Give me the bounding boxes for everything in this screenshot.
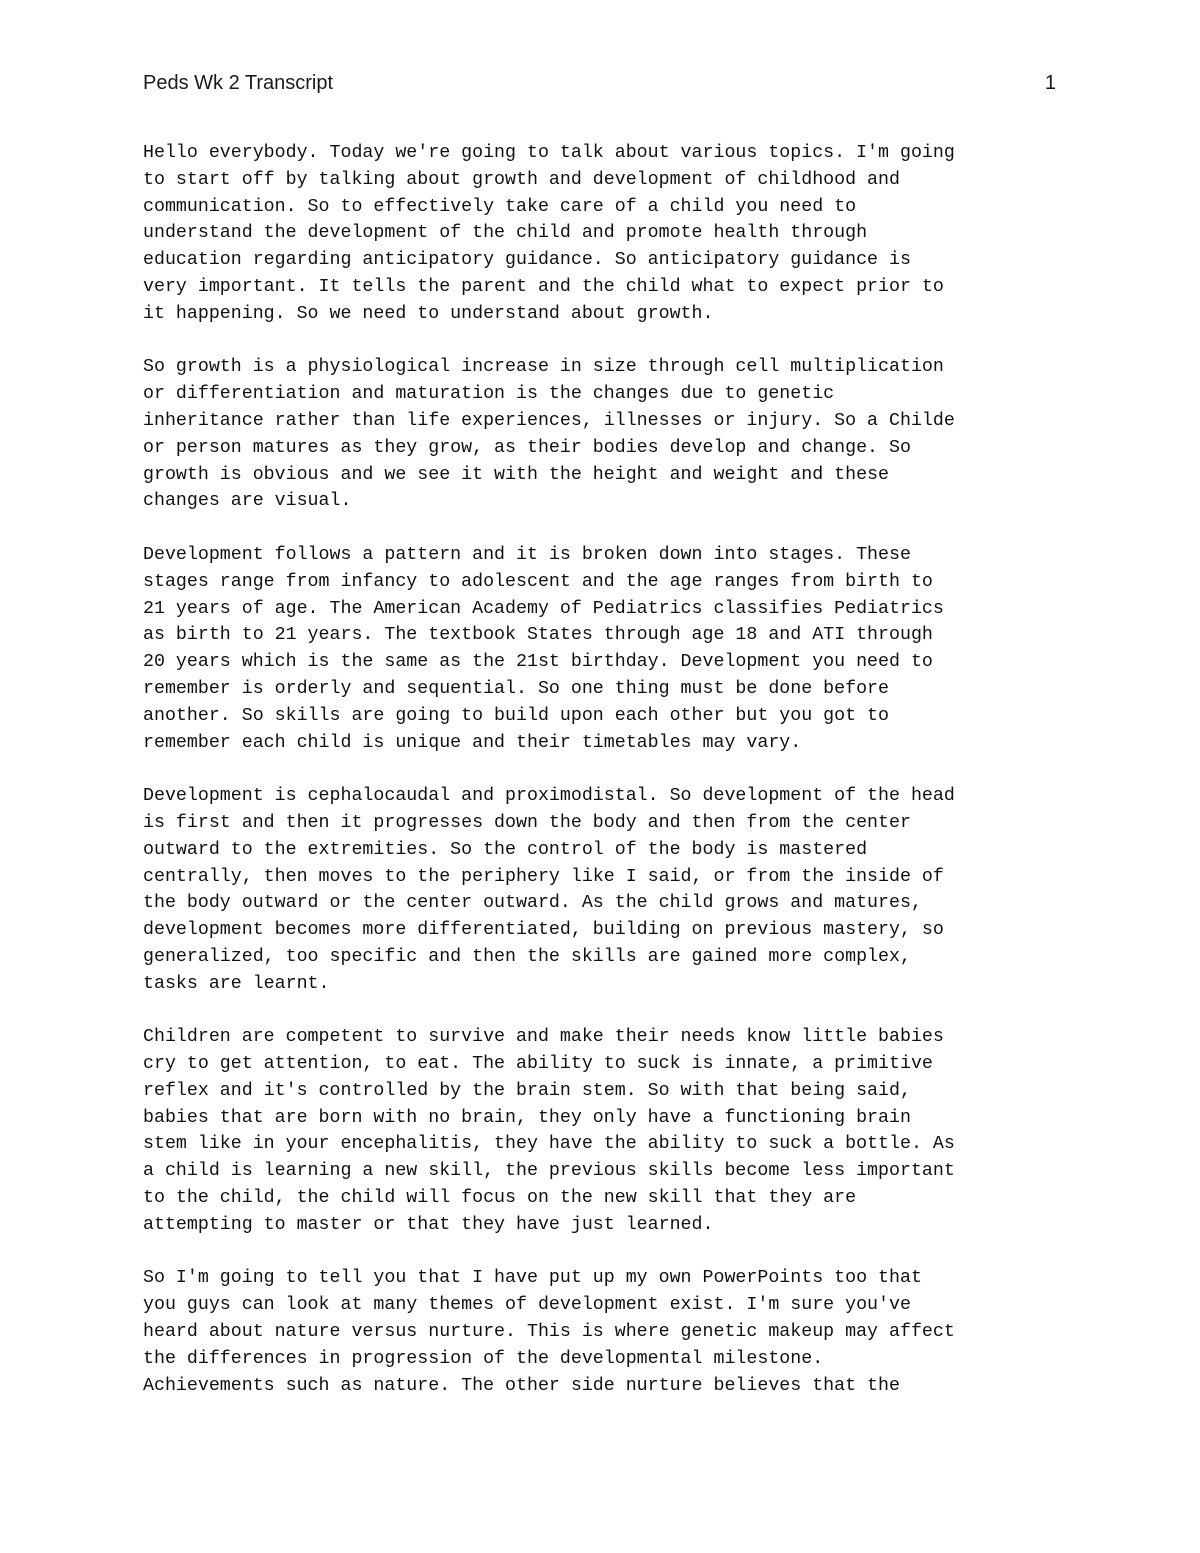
text-line: outward to the extremities. So the control of the body is mastered: [143, 839, 868, 860]
text-line: education regarding anticipatory guidance. So anticipatory guidance is: [143, 250, 911, 271]
text-line: inheritance rather than life experiences, illnesses or injury. So a Childe: [143, 410, 955, 431]
text-line: Achievements such as nature. The other side nurture believes that the: [143, 1375, 900, 1396]
text-line: Children are competent to survive and make their needs know little babies: [143, 1027, 944, 1048]
paragraph: [143, 783, 1083, 997]
page-number: 1: [1044, 72, 1056, 94]
text-line: So growth is a physiological increase in size through cell multiplication: [143, 357, 944, 378]
paragraph: [143, 542, 1083, 756]
text-line: the body outward or the center outward. As the child grows and matures,: [143, 893, 922, 914]
text-line: very important. It tells the parent and the child what to expect prior to: [143, 276, 944, 297]
text-line: cry to get attention, to eat. The ability to suck is innate, a primitive: [143, 1054, 933, 1075]
text-line: heard about nature versus nurture. This is where genetic makeup may affect: [143, 1322, 955, 1343]
text-line: development becomes more differentiated, building on previous mastery, so: [143, 920, 944, 941]
text-line: communication. So to effectively take care of a child you need to: [143, 196, 857, 217]
text-line: remember each child is unique and their timetables may vary.: [143, 732, 802, 753]
text-line: So I'm going to tell you that I have put up my own PowerPoints too that: [143, 1268, 922, 1289]
paragraph: [143, 1265, 1083, 1399]
text-line: another. So skills are going to build upon each other but you got to: [143, 705, 889, 726]
text-line: 20 years which is the same as the 21st birthday. Development you need to: [143, 652, 933, 673]
text-line: babies that are born with no brain, they only have a functioning brain: [143, 1107, 911, 1128]
text-line: it happening. So we need to understand about growth.: [143, 303, 714, 324]
paragraph: [143, 1024, 1083, 1238]
text-line: 21 years of age. The American Academy of Pediatrics classifies Pediatrics: [143, 598, 944, 619]
text-line: generalized, too specific and then the skills are gained more complex,: [143, 946, 911, 967]
text-line: stem like in your encephalitis, they have the ability to suck a bottle. As: [143, 1134, 955, 1155]
text-line: reflex and it's controlled by the brain stem. So with that being said,: [143, 1080, 911, 1101]
text-line: a child is learning a new skill, the previous skills become less important: [143, 1161, 955, 1182]
text-line: to start off by talking about growth and development of childhood and: [143, 169, 900, 190]
text-line: understand the development of the child and promote health through: [143, 223, 868, 244]
paragraph: [143, 354, 1083, 515]
text-line: growth is obvious and we see it with the height and weight and these: [143, 464, 889, 485]
text-line: centrally, then moves to the periphery like I said, or from the inside of: [143, 866, 944, 887]
text-line: you guys can look at many themes of development exist. I'm sure you've: [143, 1295, 911, 1316]
text-line: is first and then it progresses down the body and then from the center: [143, 812, 911, 833]
text-line: as birth to 21 years. The textbook States through age 18 and ATI through: [143, 625, 933, 646]
text-line: the differences in progression of the developmental milestone.: [143, 1348, 824, 1369]
text-line: Development follows a pattern and it is broken down into stages. These: [143, 544, 911, 565]
text-line: changes are visual.: [143, 491, 352, 512]
text-line: Development is cephalocaudal and proximodistal. So development of the head: [143, 786, 955, 807]
transcript-body: [143, 140, 1083, 1426]
text-line: remember is orderly and sequential. So one thing must be done before: [143, 678, 889, 699]
document-header-title: Peds Wk 2 Transcript: [143, 72, 334, 94]
text-line: Hello everybody. Today we're going to talk about various topics. I'm going: [143, 143, 955, 163]
text-line: stages range from infancy to adolescent and the age ranges from birth to: [143, 571, 933, 592]
text-line: or person matures as they grow, as their bodies develop and change. So: [143, 437, 911, 458]
text-line: or differentiation and maturation is the changes due to genetic: [143, 384, 835, 405]
text-line: to the child, the child will focus on the new skill that they are: [143, 1188, 857, 1209]
paragraph: [143, 140, 1083, 328]
text-line: tasks are learnt.: [143, 973, 330, 994]
text-line: attempting to master or that they have just learned.: [143, 1214, 714, 1235]
